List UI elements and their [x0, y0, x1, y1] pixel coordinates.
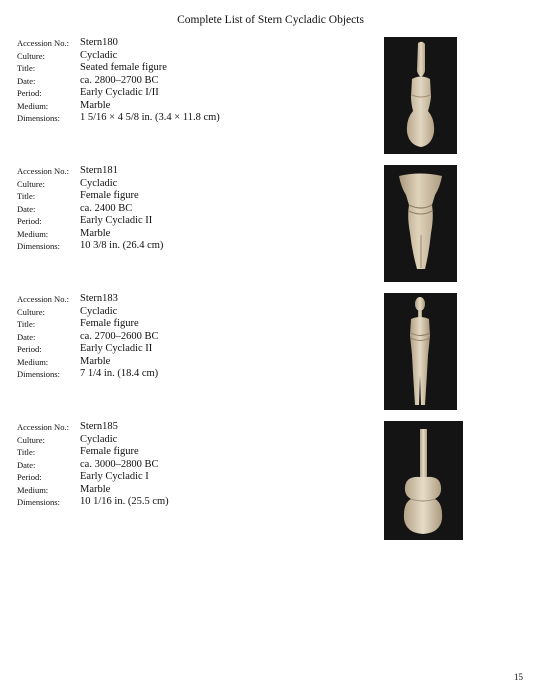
- value-date: ca. 2400 BC: [80, 202, 133, 214]
- value-culture: Cycladic: [80, 49, 118, 61]
- label-accession: Accession No.:: [17, 166, 69, 176]
- female-figure-image: [384, 165, 457, 282]
- label-title: Title:: [17, 63, 36, 73]
- value-medium: Marble: [80, 99, 111, 111]
- value-dimensions: 10 3/8 in. (26.4 cm): [80, 240, 164, 251]
- label-medium: Medium:: [17, 228, 49, 239]
- label-title: Title:: [17, 447, 36, 457]
- label-dimensions: Dimensions:: [17, 497, 60, 507]
- label-period: Period:: [17, 344, 42, 354]
- value-date: ca. 3000–2800 BC: [80, 458, 159, 470]
- label-culture: Culture:: [17, 178, 45, 189]
- value-medium: Marble: [80, 355, 111, 367]
- label-accession: Accession No.:: [17, 422, 69, 432]
- violin-figure-image: [384, 421, 463, 540]
- object-photo: [384, 37, 457, 154]
- label-accession: Accession No.:: [17, 294, 69, 304]
- label-accession: Accession No.:: [17, 38, 69, 48]
- value-medium: Marble: [80, 483, 111, 495]
- value-title: Seated female figure: [80, 62, 167, 73]
- label-period: Period:: [17, 216, 42, 226]
- page-title: Complete List of Stern Cycladic Objects: [177, 14, 364, 26]
- value-date: ca. 2800–2700 BC: [80, 74, 159, 86]
- label-culture: Culture:: [17, 434, 45, 445]
- label-culture: Culture:: [17, 50, 45, 61]
- value-title: Female figure: [80, 446, 139, 457]
- label-date: Date:: [17, 203, 36, 214]
- label-culture: Culture:: [17, 306, 45, 317]
- object-photo: [384, 293, 457, 410]
- seated-figure-image: [384, 37, 457, 154]
- value-period: Early Cycladic I: [80, 471, 149, 482]
- label-date: Date:: [17, 331, 36, 342]
- label-medium: Medium:: [17, 484, 49, 495]
- label-dimensions: Dimensions:: [17, 113, 60, 123]
- value-period: Early Cycladic II: [80, 215, 153, 226]
- value-accession: Stern183: [80, 293, 118, 304]
- label-title: Title:: [17, 191, 36, 201]
- value-accession: Stern180: [80, 37, 118, 48]
- label-period: Period:: [17, 88, 42, 98]
- label-period: Period:: [17, 472, 42, 482]
- label-dimensions: Dimensions:: [17, 241, 60, 251]
- value-culture: Cycladic: [80, 433, 118, 445]
- object-photo: [384, 165, 457, 282]
- label-dimensions: Dimensions:: [17, 369, 60, 379]
- page-number: 15: [514, 672, 523, 682]
- value-accession: Stern185: [80, 421, 118, 432]
- value-accession: Stern181: [80, 165, 118, 176]
- value-dimensions: 10 1/16 in. (25.5 cm): [80, 496, 169, 507]
- value-dimensions: 1 5/16 × 4 5/8 in. (3.4 × 11.8 cm): [80, 112, 220, 123]
- value-medium: Marble: [80, 227, 111, 239]
- value-title: Female figure: [80, 190, 139, 201]
- value-period: Early Cycladic II: [80, 343, 153, 354]
- female-figure-image: [384, 293, 457, 410]
- label-medium: Medium:: [17, 356, 49, 367]
- label-date: Date:: [17, 75, 36, 86]
- value-culture: Cycladic: [80, 305, 118, 317]
- value-dimensions: 7 1/4 in. (18.4 cm): [80, 368, 159, 379]
- label-medium: Medium:: [17, 100, 49, 111]
- label-date: Date:: [17, 459, 36, 470]
- label-title: Title:: [17, 319, 36, 329]
- value-culture: Cycladic: [80, 177, 118, 189]
- value-title: Female figure: [80, 318, 139, 329]
- value-period: Early Cycladic I/II: [80, 87, 159, 98]
- value-date: ca. 2700–2600 BC: [80, 330, 159, 342]
- object-photo: [384, 421, 463, 540]
